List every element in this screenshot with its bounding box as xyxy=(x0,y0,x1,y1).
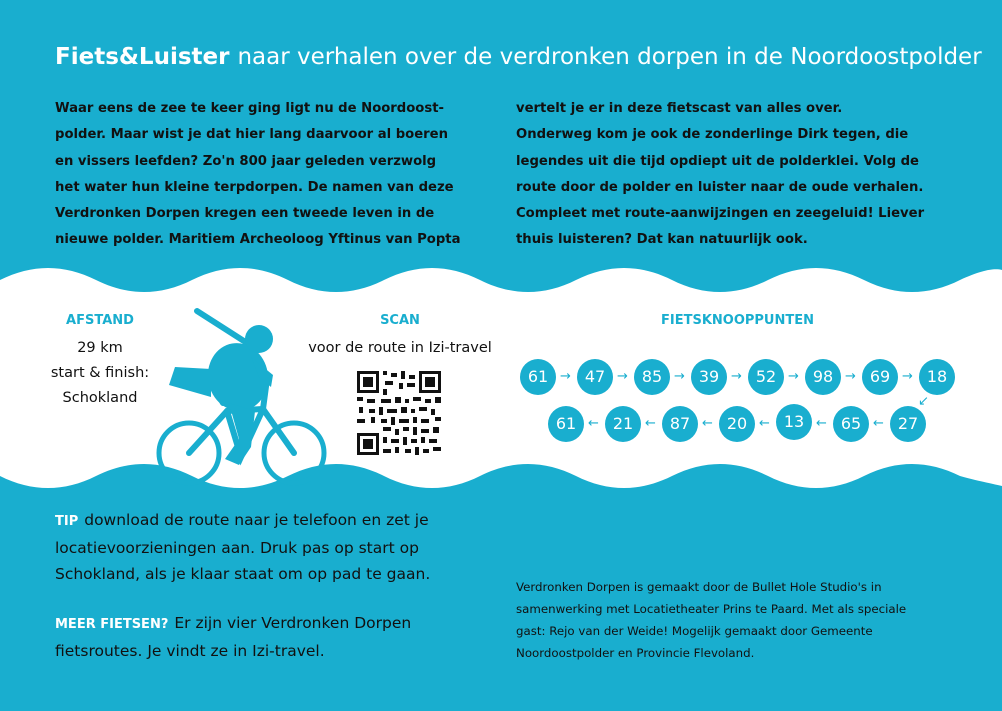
fietsknooppunten-label: FIETSKNOOPPUNTEN xyxy=(660,313,814,328)
arrow-right-icon: → xyxy=(674,369,685,384)
intro-line: en vissers leefden? Zo'n 800 jaar geleden verzwolg xyxy=(55,153,437,169)
route-node: 61 xyxy=(548,406,584,442)
intro-line: route door de polder en luister naar de oude verhalen. xyxy=(516,179,924,195)
credits xyxy=(516,576,956,664)
credits-line: gast: Rejo van der Weide! Mogelijk gemaakt door Gemeente xyxy=(516,624,873,638)
intro-line: het water hun kleine terpdorpen. De namen van deze xyxy=(55,179,454,195)
intro-line: legendes uit die tijd opdiept uit de polderklei. Volg de xyxy=(516,153,919,169)
route-node: 27 xyxy=(890,406,926,442)
arrow-right-icon: → xyxy=(560,369,571,384)
intro-line: polder. Maar wist je dat hier lang daarvoor al boeren xyxy=(55,127,449,143)
route-node: 65 xyxy=(833,406,869,442)
route-node: 47 xyxy=(577,359,613,395)
meer-fietsen-section xyxy=(55,610,475,664)
intro-line: nieuwe polder. Maritiem Archeoloog Yftinus van Popta xyxy=(55,232,461,248)
title-subtitle: naar verhalen over de verdronken dorpen in de Noordoostpolder xyxy=(237,44,982,70)
route-node: 98 xyxy=(805,359,841,395)
route-node: 20 xyxy=(719,406,755,442)
cyclist-silhouette-icon xyxy=(155,307,330,492)
tip-text: locatievoorzieningen aan. Druk pas op start op xyxy=(55,539,419,557)
arrow-left-icon: ← xyxy=(816,416,827,431)
intro-line: Verdronken Dorpen kregen een tweede leven in de xyxy=(55,206,435,222)
credits-line: Verdronken Dorpen is gemaakt door de Bullet Hole Studio's in xyxy=(516,580,882,594)
page-title xyxy=(55,44,982,70)
arrow-left-icon: ← xyxy=(759,416,770,431)
tip-text: Schokland, als je klaar staat om op pad te gaan. xyxy=(55,565,431,583)
route-node: 13 xyxy=(776,404,812,440)
meer-label: MEER FIETSEN? xyxy=(55,617,169,632)
intro-line: thuis luisteren? Dat kan natuurlijk ook. xyxy=(516,232,808,248)
tip-text: download de route naar je telefoon en zet je xyxy=(84,511,429,529)
afstand-start-finish: start & finish: xyxy=(50,365,150,381)
route-node: 85 xyxy=(634,359,670,395)
afstand-place: Schokland xyxy=(62,390,138,406)
credits-line: samenwerking met Locatietheater Prins te Paard. Met als speciale xyxy=(516,602,907,616)
route-node: 69 xyxy=(862,359,898,395)
route-node: 18 xyxy=(919,359,955,395)
intro-line: Compleet met route-aanwijzingen en zeegeluid! Liever xyxy=(516,206,925,222)
route-node: 52 xyxy=(748,359,784,395)
scan-text: voor de route in Izi-travel xyxy=(308,340,492,356)
intro-right-column xyxy=(516,96,936,254)
arrow-right-icon: → xyxy=(902,369,913,384)
arrow-left-icon: ← xyxy=(702,416,713,431)
intro-line: Waar eens de zee te keer ging ligt nu de Noordoost- xyxy=(55,101,444,116)
meer-text: Er zijn vier Verdronken Dorpen xyxy=(174,614,412,632)
arrow-right-icon: → xyxy=(731,369,742,384)
intro-line: vertelt je er in deze fietscast van alles over. xyxy=(516,101,843,116)
scan-label: SCAN xyxy=(380,313,420,328)
afstand-label: AFSTAND xyxy=(66,313,134,328)
qr-code-icon[interactable] xyxy=(355,369,443,457)
meer-text: fietsroutes. Je vindt ze in Izi-travel. xyxy=(55,642,325,660)
arrow-right-icon: → xyxy=(617,369,628,384)
arrow-left-icon: ← xyxy=(588,416,599,431)
tip-section xyxy=(55,507,475,587)
title-brand: Fiets&Luister xyxy=(55,44,230,70)
tip-label: TIP xyxy=(55,514,79,529)
route-node: 61 xyxy=(520,359,556,395)
intro-line: Onderweg kom je ook de zonderlinge Dirk tegen, die xyxy=(516,127,909,143)
route-node: 87 xyxy=(662,406,698,442)
intro-left-column xyxy=(55,96,475,254)
arrow-left-icon: ← xyxy=(645,416,656,431)
route-node: 39 xyxy=(691,359,727,395)
afstand-km: 29 km xyxy=(77,340,123,356)
arrow-left-icon: ← xyxy=(873,416,884,431)
arrow-right-icon: → xyxy=(788,369,799,384)
credits-line: Noordoostpolder en Provincie Flevoland. xyxy=(516,646,755,660)
afstand-info xyxy=(30,336,170,411)
arrow-down-left-icon: ↙ xyxy=(918,394,929,409)
arrow-right-icon: → xyxy=(845,369,856,384)
route-node: 21 xyxy=(605,406,641,442)
